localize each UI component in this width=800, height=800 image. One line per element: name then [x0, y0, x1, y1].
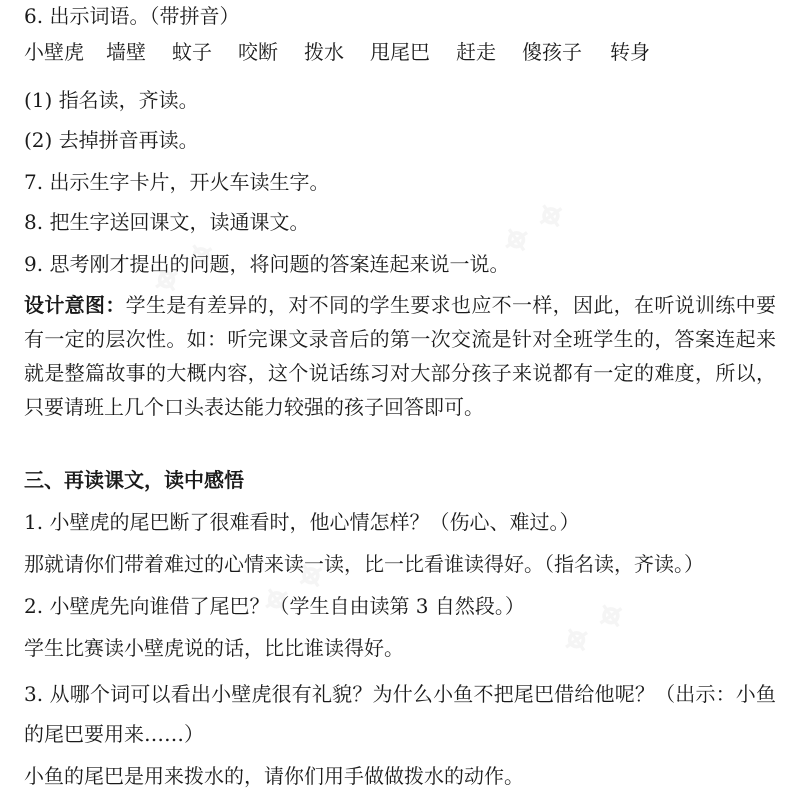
question-2: 2. 小壁虎先向谁借了尾巴？（学生自由读第 3 自然段。）: [24, 594, 525, 618]
word-item: 小壁虎: [24, 40, 84, 64]
watermark: ⌖ ⌖: [250, 545, 337, 629]
word-item: 傻孩子: [522, 40, 582, 64]
step-6-heading: 6. 出示词语。（带拼音）: [24, 4, 240, 28]
watermark: ⌖ ⌖: [490, 185, 577, 269]
word-item: 拨水: [304, 40, 344, 64]
watermark: ⌖ ⌖: [140, 225, 227, 309]
question-3: 3. 从哪个词可以看出小壁虎很有礼貌？为什么小鱼不把尾巴借给他呢？（出示：小鱼的尾巴要用来……）: [24, 682, 776, 746]
word-item: 赶走: [456, 40, 496, 64]
step-8: 8. 把生字送回课文，读通课文。: [24, 210, 310, 234]
word-item: 转身: [610, 40, 650, 64]
word-item: 墙壁: [106, 40, 146, 64]
step-6-sub-1: (1) 指名读，齐读。: [24, 88, 199, 112]
watermark: ⌖ ⌖: [550, 585, 637, 669]
question-1-note: 那就请你们带着难过的心情来读一读，比一比看谁读得好。（指名读，齐读。）: [24, 552, 704, 576]
step-6-sub-2: (2) 去掉拼音再读。: [24, 128, 199, 152]
word-item: 咬断: [238, 40, 278, 64]
question-3-answer: 小鱼的尾巴是用来拨水的，请你们用手做做拨水的动作。: [24, 764, 524, 788]
question-1: 1. 小壁虎的尾巴断了很难看时，他心情怎样？（伤心、难过。）: [24, 510, 580, 534]
design-intent-text: 学生是有差异的，对不同的学生要求也应不一样，因此，在听说训练中要有一定的层次性。如：听完课文录音后的第一次交流是针对全班学生的，答案连起来就是整篇故事的大概内容，这个说话练习对大部分孩子来说都有一定的难度，所以，只要请班上几个口头表达能力较强的孩子回答即可。: [24, 293, 777, 419]
design-intent-label: 设计意图：: [24, 293, 126, 317]
question-2-note: 学生比赛读小壁虎说的话，比比谁读得好。: [24, 636, 404, 660]
step-7: 7. 出示生字卡片，开火车读生字。: [24, 170, 330, 194]
word-item: 蚊子: [172, 40, 212, 64]
step-9: 9. 思考刚才提出的问题，将问题的答案连起来说一说。: [24, 252, 510, 276]
design-intent-paragraph: [24, 288, 776, 424]
word-item: 甩尾巴: [370, 40, 430, 64]
section-3-heading: 三、再读课文，读中感悟: [24, 468, 244, 492]
